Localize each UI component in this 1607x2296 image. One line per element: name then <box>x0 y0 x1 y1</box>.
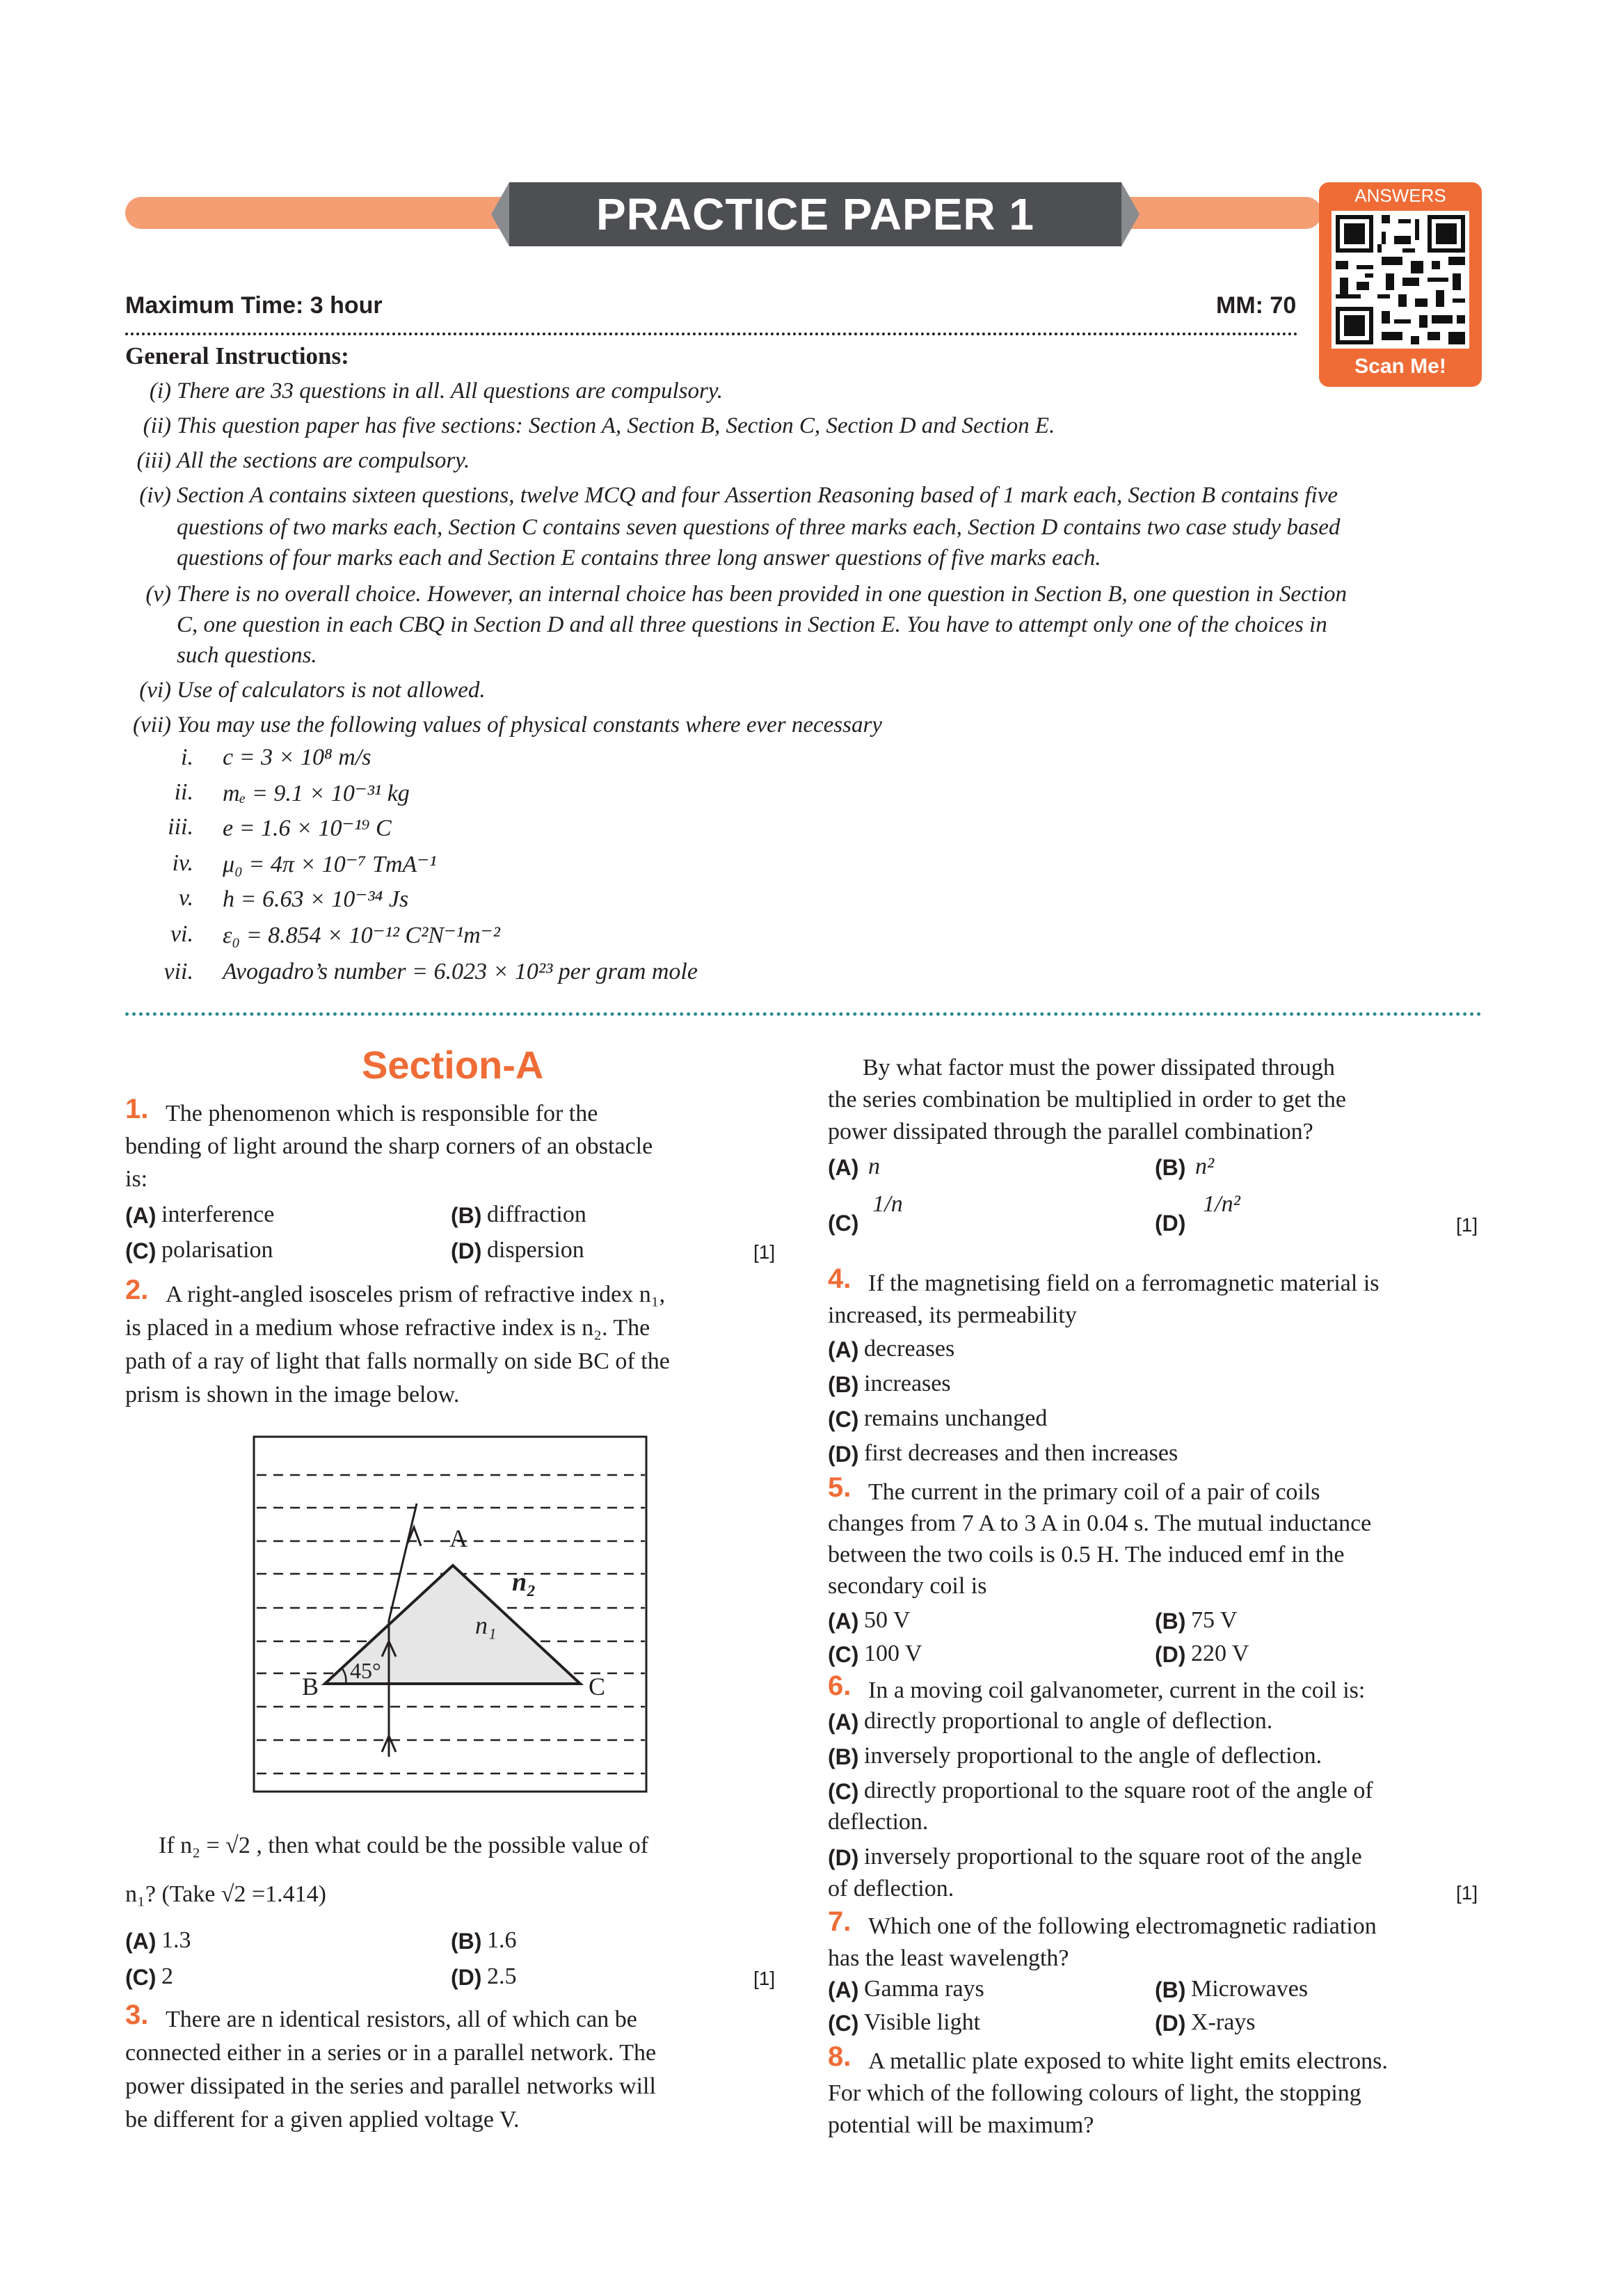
question-text: is: <box>125 1166 148 1192</box>
option-letter: (C) <box>828 1779 859 1804</box>
option-text: of deflection. <box>828 1876 954 1902</box>
option-text: 1/n <box>872 1191 903 1217</box>
option-text: 100 V <box>864 1641 922 1666</box>
option-text: increases <box>864 1371 951 1396</box>
question-text: is placed in a medium whose refractive index is n₂. The <box>125 1315 650 1341</box>
option-text: 75 V <box>1191 1607 1238 1633</box>
title-notch-right <box>1121 182 1140 246</box>
option-text: Gamma rays <box>864 1976 984 2002</box>
option-letter: (A) <box>828 1337 859 1362</box>
constant-value: h = 6.63 × 10⁻³⁴ Js <box>223 886 409 912</box>
question-text: n₁? (Take √2 =1.414) <box>125 1881 326 1907</box>
instruction-number: (vi) <box>139 678 171 703</box>
instruction-number: (ii) <box>143 413 171 438</box>
option-text: 2 <box>161 1963 173 1989</box>
question-number: 3. <box>125 2000 149 2030</box>
question-number: 7. <box>828 1906 852 1937</box>
option-letter: (B) <box>1155 1609 1186 1634</box>
option-letter: (D) <box>451 1965 482 1990</box>
section-a-title: Section-A <box>362 1043 544 1087</box>
question-text: potential will be maximum? <box>828 2112 1094 2138</box>
constant-number: ii. <box>174 779 193 805</box>
constant-number: i. <box>181 744 193 770</box>
title-notch-left <box>491 182 509 246</box>
option-letter: (C) <box>828 2011 859 2036</box>
question-text: power dissipated through the parallel combination? <box>828 1119 1313 1145</box>
instruction-number: (iv) <box>139 483 171 508</box>
option-text: Visible light <box>864 2009 981 2035</box>
question-text: increased, its permeability <box>828 1302 1077 1328</box>
marks-badge: [1] <box>753 1241 776 1263</box>
max-time: Maximum Time: 3 hour <box>125 292 383 319</box>
option-letter: (B) <box>1155 1977 1186 2002</box>
option-text: 2.5 <box>487 1963 517 1989</box>
option-letter: (B) <box>451 1203 482 1228</box>
option-text: deflection. <box>828 1809 929 1835</box>
question-number: 8. <box>828 2041 852 2072</box>
option-letter: (A) <box>125 1929 157 1954</box>
option-letter: (A) <box>828 1709 859 1735</box>
option-text: 220 V <box>1191 1641 1249 1666</box>
divider <box>125 333 1298 335</box>
question-text: In a moving coil galvanometer, current in the coil is: <box>868 1677 1366 1703</box>
question-text: If n₂ = √2 , then what could be the possible value of <box>159 1833 649 1858</box>
option-letter: (D) <box>451 1238 482 1263</box>
option-text: interference <box>161 1202 275 1227</box>
option-text: directly proportional to angle of deflection. <box>864 1708 1273 1734</box>
instruction-number: (v) <box>145 582 171 607</box>
option-text: first decreases and then increases <box>864 1440 1178 1466</box>
instruction-text: Section A contains sixteen questions, twelve MCQ and four Assertion Reasoning based of 1 mark each, Section B contains five <box>177 483 1338 508</box>
question-text: A right-angled isosceles prism of refractive index n₁, <box>166 1282 666 1307</box>
question-text: connected either in a series or in a parallel network. The <box>125 2040 657 2066</box>
instruction-number: (i) <box>149 378 171 404</box>
question-text: The phenomenon which is responsible for the <box>166 1101 598 1126</box>
instruction-text: Use of calculators is not allowed. <box>177 678 486 703</box>
vertex-c-label: C <box>589 1673 606 1700</box>
question-text: path of a ray of light that falls normally on side BC of the <box>125 1348 670 1374</box>
option-letter: (B) <box>828 1372 859 1397</box>
option-letter: (D) <box>1155 2011 1186 2036</box>
option-text: 1/n² <box>1203 1191 1240 1217</box>
constant-number: iv. <box>172 850 193 876</box>
option-text: 1.6 <box>487 1927 517 1953</box>
question-text: By what factor must the power dissipated through <box>863 1055 1335 1081</box>
question-text: power dissipated in the series and parallel networks will <box>125 2073 656 2099</box>
option-letter: (A) <box>828 1155 859 1180</box>
question-text: between the two coils is 0.5 H. The induced emf in the <box>828 1542 1345 1568</box>
answers-label: ANSWERS <box>1354 185 1446 206</box>
constant-number: vi. <box>170 921 193 947</box>
marks-badge: [1] <box>753 1968 776 1989</box>
option-text: inversely proportional to the square root of the angle <box>864 1844 1362 1870</box>
question-text: changes from 7 A to 3 A in 0.04 s. The mutual inductance <box>828 1510 1372 1536</box>
question-number: 6. <box>828 1671 852 1701</box>
option-letter: (B) <box>451 1929 482 1954</box>
max-marks: MM: 70 <box>1216 292 1297 319</box>
marks-badge: [1] <box>1456 1882 1478 1904</box>
instruction-number: (iii) <box>136 448 171 473</box>
question-text: There are n identical resistors, all of which can be <box>166 2007 637 2032</box>
question-text: be different for a given applied voltage V. <box>125 2107 520 2132</box>
option-letter: (B) <box>828 1744 859 1769</box>
question-number: 4. <box>828 1263 852 1294</box>
constant-value: mₑ = 9.1 × 10⁻³¹ kg <box>223 781 410 806</box>
constant-value: μ₀ = 4π × 10⁻⁷ TmA⁻¹ <box>223 852 437 877</box>
option-letter: (C) <box>828 1211 859 1236</box>
question-text: has the least wavelength? <box>828 1945 1069 1971</box>
question-text: bending of light around the sharp corners of an obstacle <box>125 1133 653 1159</box>
option-letter: (D) <box>828 1442 859 1467</box>
option-text: diffraction <box>487 1202 586 1227</box>
section-divider <box>125 1012 1482 1016</box>
option-text: 1.3 <box>161 1927 191 1953</box>
option-letter: (C) <box>828 1642 859 1667</box>
option-letter: (D) <box>828 1845 859 1870</box>
question-number: 1. <box>125 1094 149 1124</box>
question-number: 2. <box>125 1275 149 1305</box>
qr-code-icon[interactable] <box>1332 211 1469 349</box>
question-text: the series combination be multiplied in order to get the <box>828 1087 1346 1113</box>
question-text: The current in the primary coil of a pair of coils <box>868 1479 1320 1505</box>
instruction-text: You may use the following values of physical constants where ever necessary <box>177 712 882 738</box>
instruction-text: This question paper has five sections: Section A, Section B, Section C, Section D and Section E. <box>177 413 1055 438</box>
option-letter: (C) <box>828 1407 859 1432</box>
option-letter: (C) <box>125 1965 157 1990</box>
option-text: n <box>868 1154 880 1179</box>
vertex-b-label: B <box>302 1673 319 1700</box>
question-text: A metallic plate exposed to white light emits electrons. <box>868 2048 1388 2074</box>
n1-label: n₁ <box>475 1611 497 1639</box>
instruction-text: such questions. <box>177 643 317 668</box>
option-text: 50 V <box>864 1607 911 1633</box>
option-text: X-rays <box>1191 2009 1256 2035</box>
question-number: 5. <box>828 1472 852 1503</box>
option-letter: (A) <box>828 1609 859 1634</box>
option-text: dispersion <box>487 1237 584 1263</box>
option-letter: (D) <box>1155 1642 1186 1667</box>
option-text: n² <box>1195 1154 1215 1179</box>
option-text: polarisation <box>161 1237 273 1263</box>
constant-value: Avogadro’s number = 6.023 × 10²³ per gram mole <box>223 959 698 984</box>
option-text: inversely proportional to the angle of deflection. <box>864 1743 1322 1769</box>
option-letter: (D) <box>1155 1211 1186 1236</box>
instruction-text: questions of two marks each, Section C contains seven questions of three marks each, Section D contains two case study based <box>177 515 1341 540</box>
instruction-number: (vii) <box>133 712 171 738</box>
constant-value: ε₀ = 8.854 × 10⁻¹² C²N⁻¹m⁻² <box>223 923 500 948</box>
paper-title: PRACTICE PAPER 1 <box>595 189 1035 239</box>
question-text: For which of the following colours of light, the stopping <box>828 2080 1361 2106</box>
instruction-text: All the sections are compulsory. <box>177 448 470 473</box>
option-text: remains unchanged <box>864 1405 1048 1431</box>
constant-number: vii. <box>163 959 193 984</box>
general-instructions-heading: General Instructions: <box>125 342 349 369</box>
instruction-text: questions of four marks each and Section E contains three long answer questions of five marks each. <box>177 545 1101 571</box>
marks-badge: [1] <box>1456 1214 1478 1236</box>
prism-figure <box>253 1435 648 1793</box>
n2-label: n₂ <box>512 1568 536 1597</box>
question-text: secondary coil is <box>828 1573 987 1599</box>
option-text: directly proportional to the square root of the angle of <box>864 1778 1373 1803</box>
question-text: Which one of the following electromagnetic radiation <box>868 1913 1377 1939</box>
instruction-text: There is no overall choice. However, an internal choice has been provided in one question in Section B, one question in Section <box>177 582 1348 607</box>
angle-label: 45° <box>350 1658 381 1683</box>
option-letter: (A) <box>828 1977 859 2002</box>
constant-value: e = 1.6 × 10⁻¹⁹ C <box>223 815 392 841</box>
question-text: If the magnetising field on a ferromagnetic material is <box>868 1270 1380 1296</box>
option-text: Microwaves <box>1191 1976 1309 2002</box>
option-letter: (A) <box>125 1203 157 1228</box>
option-text: decreases <box>864 1336 955 1362</box>
constant-value: c = 3 × 10⁸ m/s <box>223 744 371 770</box>
constant-number: v. <box>178 885 193 911</box>
instruction-text: There are 33 questions in all. All questions are compulsory. <box>177 378 723 404</box>
constant-number: iii. <box>168 814 193 840</box>
question-text: prism is shown in the image below. <box>125 1382 460 1408</box>
scan-me-label: Scan Me! <box>1354 355 1446 378</box>
option-letter: (B) <box>1155 1155 1186 1180</box>
instruction-text: C, one question in each CBQ in Section D and all three questions in Section E. You have to attempt only one of the choices in <box>177 612 1327 637</box>
vertex-a-label: A <box>449 1524 467 1552</box>
option-letter: (C) <box>125 1238 157 1263</box>
